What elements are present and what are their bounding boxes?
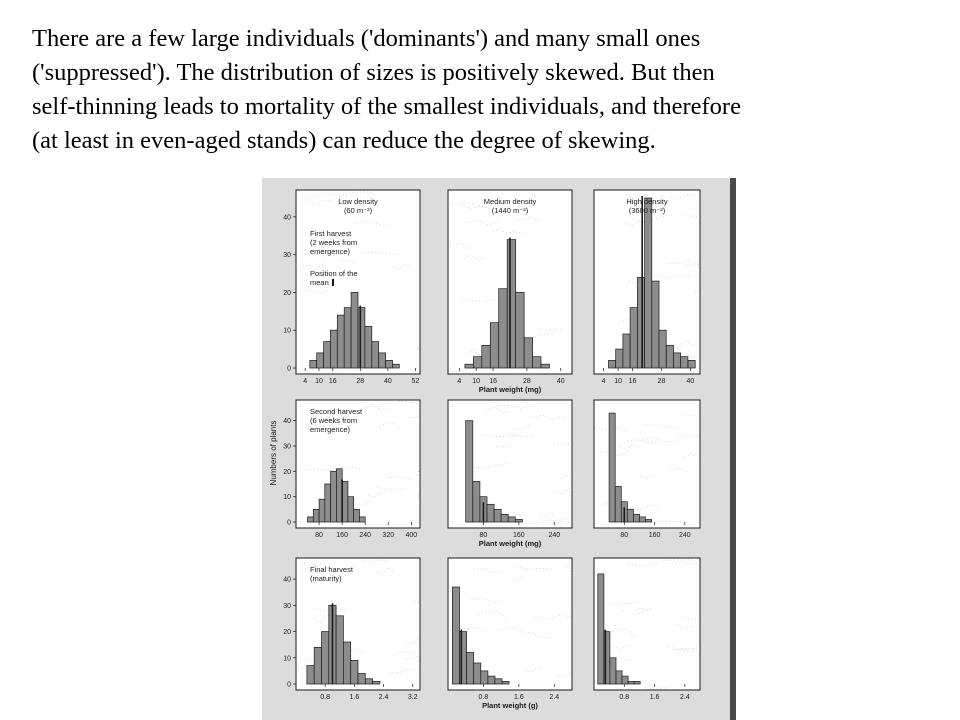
x-tick-label: 40 <box>686 378 695 385</box>
y-tick-label: 30 <box>283 602 291 610</box>
y-tick-label: 10 <box>283 494 291 502</box>
text-line-1: There are a few large individuals ('dominants') and many small ones <box>32 25 701 52</box>
histogram-bar <box>615 487 621 523</box>
histogram-bar <box>610 658 616 684</box>
histogram-bar <box>465 364 474 368</box>
histogram-bar <box>501 514 508 522</box>
column-header: High density <box>626 197 668 206</box>
histogram-bar <box>365 326 372 368</box>
x-tick-label: 80 <box>479 532 488 539</box>
x-tick-label: 160 <box>648 532 661 539</box>
x-tick-label: 1.6 <box>349 694 360 701</box>
x-tick-label: 0.8 <box>619 694 630 701</box>
y-tick-label: 0 <box>287 681 291 689</box>
histogram-bar <box>637 277 644 368</box>
histogram-bar <box>541 364 550 368</box>
histogram-bar <box>358 674 365 685</box>
histogram-bar <box>616 349 623 368</box>
text-line-4: (at least in even-aged stands) can reduce the degree of skewing. <box>32 127 656 154</box>
x-tick-label: 3.2 <box>407 694 418 701</box>
histogram-bar <box>313 509 319 522</box>
x-axis-title: Plant weight (mg) <box>478 385 542 394</box>
x-tick-label: 28 <box>523 378 531 385</box>
histogram-bar <box>319 499 325 522</box>
histogram-bar <box>317 353 324 368</box>
histogram-bar <box>634 681 640 684</box>
y-tick-label: 0 <box>287 365 291 373</box>
column-header: (1440 m⁻²) <box>491 206 529 215</box>
x-tick-label: 80 <box>315 532 323 539</box>
histogram-panels <box>283 190 700 710</box>
x-tick-label: 16 <box>489 378 497 385</box>
histogram-bar <box>336 469 342 522</box>
y-tick-label: 20 <box>283 629 291 637</box>
x-tick-label: 40 <box>383 378 392 385</box>
histogram-bar <box>365 679 372 684</box>
histogram-bar <box>487 504 494 522</box>
histogram-bar <box>628 681 634 684</box>
histogram-bar <box>351 292 358 368</box>
row-label: emergence) <box>310 247 351 256</box>
text-line-2: ('suppressed'). The distribution of sizes is positively skewed. But then <box>32 59 715 86</box>
histogram-bar <box>344 308 351 368</box>
histogram-bar <box>630 308 637 368</box>
y-axis-title: Numbers of plants <box>269 420 278 486</box>
row-label: (2 weeks from <box>310 238 358 247</box>
column-header: Medium density <box>483 197 537 206</box>
x-tick-label: 16 <box>328 378 337 385</box>
x-tick-label: 2.4 <box>378 694 389 701</box>
histogram-bar <box>452 587 459 684</box>
histogram-bar <box>358 308 365 368</box>
x-tick-label: 10 <box>315 378 323 385</box>
histogram-bar <box>392 364 399 368</box>
y-tick-label: 40 <box>283 576 291 584</box>
histogram-bar <box>342 482 348 523</box>
x-tick-label: 0.8 <box>478 694 489 701</box>
histogram-bar <box>499 289 508 368</box>
histogram-bar <box>488 676 495 684</box>
histogram-bar <box>494 509 501 522</box>
histogram-bar <box>666 345 673 368</box>
histogram-bar <box>652 281 659 368</box>
histogram-figure <box>262 178 736 720</box>
histogram-bar <box>507 240 516 368</box>
histogram-bar <box>633 514 639 522</box>
x-tick-label: 160 <box>336 532 348 539</box>
histogram-bar <box>623 334 630 368</box>
histogram-bar <box>474 663 481 684</box>
histogram-bar <box>359 517 365 522</box>
x-tick-label: 4 <box>457 378 462 385</box>
y-tick-label: 10 <box>283 327 291 335</box>
row-label: emergence) <box>310 425 351 434</box>
x-tick-label: 320 <box>382 532 395 539</box>
histogram-bar <box>373 681 380 684</box>
histogram-bar <box>609 413 615 522</box>
row-label: First harvest <box>310 229 352 238</box>
histogram-bar <box>325 484 331 522</box>
mean-legend-label: Position of the <box>310 269 358 278</box>
histogram-bar <box>343 642 350 684</box>
x-tick-label: 1.6 <box>513 694 524 701</box>
y-tick-label: 30 <box>283 443 291 451</box>
histogram-bar <box>508 517 515 522</box>
histogram-bar <box>688 360 695 368</box>
row-label: Second harvest <box>310 407 363 416</box>
slide-text <box>32 22 957 158</box>
histogram-bar <box>467 653 474 685</box>
histogram-bar <box>351 660 358 684</box>
x-axis-title: Plant weight (g) <box>482 701 538 710</box>
histogram-bar <box>473 357 482 368</box>
histogram-bar <box>639 517 645 522</box>
histogram-bar <box>609 360 616 368</box>
histogram-bar <box>354 509 360 522</box>
x-tick-label: 240 <box>679 532 691 539</box>
row-label: (maturity) <box>310 574 342 583</box>
x-tick-label: 4 <box>601 378 606 385</box>
histogram-bar <box>348 497 354 522</box>
x-axis-title: Plant weight (mg) <box>478 539 542 548</box>
x-tick-label: 2.4 <box>549 694 560 701</box>
y-tick-label: 30 <box>283 252 291 260</box>
figure-page-edge <box>730 178 736 720</box>
mean-legend-swatch <box>332 279 334 286</box>
row-label: (6 weeks from <box>310 416 358 425</box>
histogram-bar <box>322 632 329 684</box>
histogram-bar <box>674 353 681 368</box>
y-tick-label: 0 <box>287 519 291 527</box>
column-header: Low density <box>338 197 378 206</box>
histogram-bar <box>533 357 542 368</box>
histogram-bar <box>622 676 628 684</box>
mean-legend-label: mean <box>310 278 329 287</box>
x-tick-label: 240 <box>359 532 372 539</box>
x-tick-label: 160 <box>513 532 525 539</box>
y-tick-label: 20 <box>283 468 291 476</box>
y-tick-label: 10 <box>283 655 291 663</box>
y-tick-label: 40 <box>283 418 291 426</box>
histogram-bar <box>473 482 480 523</box>
histogram-bar <box>379 353 386 368</box>
x-tick-label: 28 <box>657 378 666 385</box>
x-tick-label: 10 <box>614 378 622 385</box>
histogram-bar <box>515 520 522 523</box>
histogram-bar <box>616 671 622 684</box>
y-tick-label: 20 <box>283 289 291 297</box>
histogram-bar <box>524 338 533 368</box>
histogram-bar <box>331 471 337 522</box>
histogram-bar <box>495 679 502 684</box>
row-label: Final harvest <box>310 565 353 574</box>
x-tick-label: 4 <box>303 378 308 385</box>
x-tick-label: 52 <box>411 378 420 385</box>
x-tick-label: 0.8 <box>320 694 331 701</box>
x-tick-label: 240 <box>548 532 561 539</box>
text-line-3: self-thinning leads to mortality of the smallest individuals, and therefore <box>32 93 741 120</box>
histogram-bar <box>598 574 604 684</box>
histogram-bar <box>372 342 379 368</box>
histogram-bar <box>337 315 344 368</box>
x-tick-label: 80 <box>620 532 629 539</box>
histogram-bar <box>481 671 488 684</box>
histogram-bar <box>310 360 317 368</box>
y-tick-label: 40 <box>283 214 291 222</box>
histogram-bar <box>490 323 499 368</box>
histogram-bar <box>627 509 633 522</box>
histogram-bar <box>308 517 314 522</box>
histogram-bar <box>646 520 652 523</box>
x-tick-label: 40 <box>556 378 565 385</box>
histogram-bar <box>330 330 337 368</box>
histogram-bar <box>336 616 343 684</box>
histogram-bar <box>307 666 314 684</box>
histogram-bar <box>466 421 473 522</box>
x-tick-label: 400 <box>405 532 418 539</box>
histogram-bar <box>681 357 688 368</box>
histogram-bar <box>482 345 491 368</box>
histogram-bar <box>516 292 525 368</box>
histogram-bar <box>314 647 321 684</box>
x-tick-label: 16 <box>628 378 637 385</box>
column-header: (3600 m⁻²) <box>628 206 666 215</box>
column-header: (60 m⁻²) <box>343 206 373 215</box>
x-tick-label: 10 <box>472 378 481 385</box>
x-tick-label: 1.6 <box>649 694 660 701</box>
histogram-bar <box>386 360 393 368</box>
x-tick-label: 2.4 <box>679 694 690 701</box>
x-tick-label: 28 <box>356 378 365 385</box>
histogram-bar <box>645 198 652 368</box>
histogram-bar <box>659 330 666 368</box>
histogram-bar <box>502 681 509 684</box>
histogram-bar <box>324 342 331 368</box>
